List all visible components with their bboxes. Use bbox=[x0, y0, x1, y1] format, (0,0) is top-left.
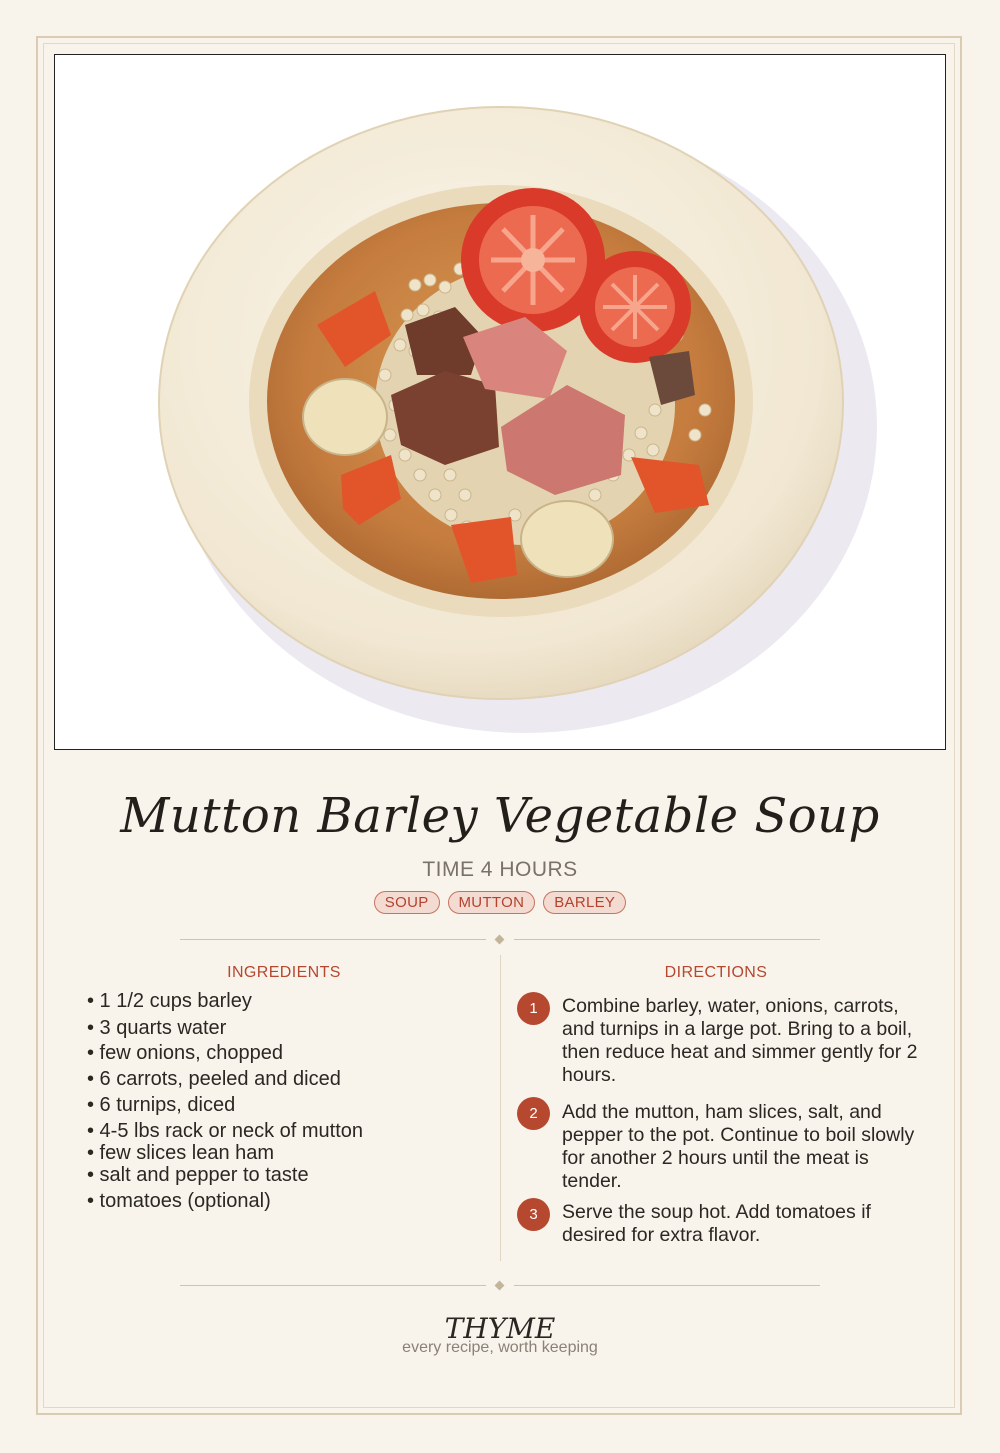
ingredient-item: • 6 carrots, peeled and diced bbox=[87, 1068, 341, 1090]
soup-illustration bbox=[54, 54, 946, 750]
brand-logo: THYME bbox=[444, 1312, 556, 1345]
direction-step bbox=[517, 1198, 937, 1254]
directions-heading: DIRECTIONS bbox=[664, 964, 768, 981]
step-number-badge: 2 bbox=[517, 1097, 550, 1130]
step-text: Combine barley, water, onions, carrots, and turnips in a large pot. Bring to a boil, then reduce heat and simmer gently for 2 hours. bbox=[562, 995, 918, 1086]
ingredient-item: • few slices lean ham bbox=[87, 1142, 275, 1164]
tag-barley[interactable]: BARLEY bbox=[543, 891, 626, 914]
ingredient-item: • 6 turnips, diced bbox=[87, 1094, 236, 1116]
column-divider bbox=[500, 955, 501, 1261]
ingredient-item: • 1 1/2 cups barley bbox=[87, 990, 252, 1012]
direction-step bbox=[517, 1097, 937, 1193]
step-text: Add the mutton, ham slices, salt, and pepper to the pot. Continue to boil slowly for another 2 hours until the meat is tender. bbox=[562, 1101, 915, 1192]
step-number-badge: 1 bbox=[517, 992, 550, 1025]
tag-list bbox=[0, 891, 1000, 914]
tag-mutton[interactable]: MUTTON bbox=[448, 891, 536, 914]
brand-tagline: every recipe, worth keeping bbox=[402, 1339, 598, 1356]
step-text: Serve the soup hot. Add tomatoes if desired for extra flavor. bbox=[562, 1201, 871, 1246]
direction-step bbox=[517, 992, 937, 1088]
ingredient-item: • few onions, chopped bbox=[87, 1042, 284, 1064]
ingredient-item: • salt and pepper to taste bbox=[87, 1164, 309, 1186]
recipe-title: Mutton Barley Vegetable Soup bbox=[120, 788, 880, 844]
ingredient-item: • tomatoes (optional) bbox=[87, 1190, 271, 1212]
ingredient-item: • 4-5 lbs rack or neck of mutton bbox=[87, 1120, 364, 1142]
cook-time: TIME 4 HOURS bbox=[422, 858, 578, 881]
ingredient-item: • 3 quarts water bbox=[87, 1017, 227, 1039]
step-number-badge: 3 bbox=[517, 1198, 550, 1231]
ingredients-heading: INGREDIENTS bbox=[227, 964, 341, 981]
tag-soup[interactable]: SOUP bbox=[374, 891, 440, 914]
